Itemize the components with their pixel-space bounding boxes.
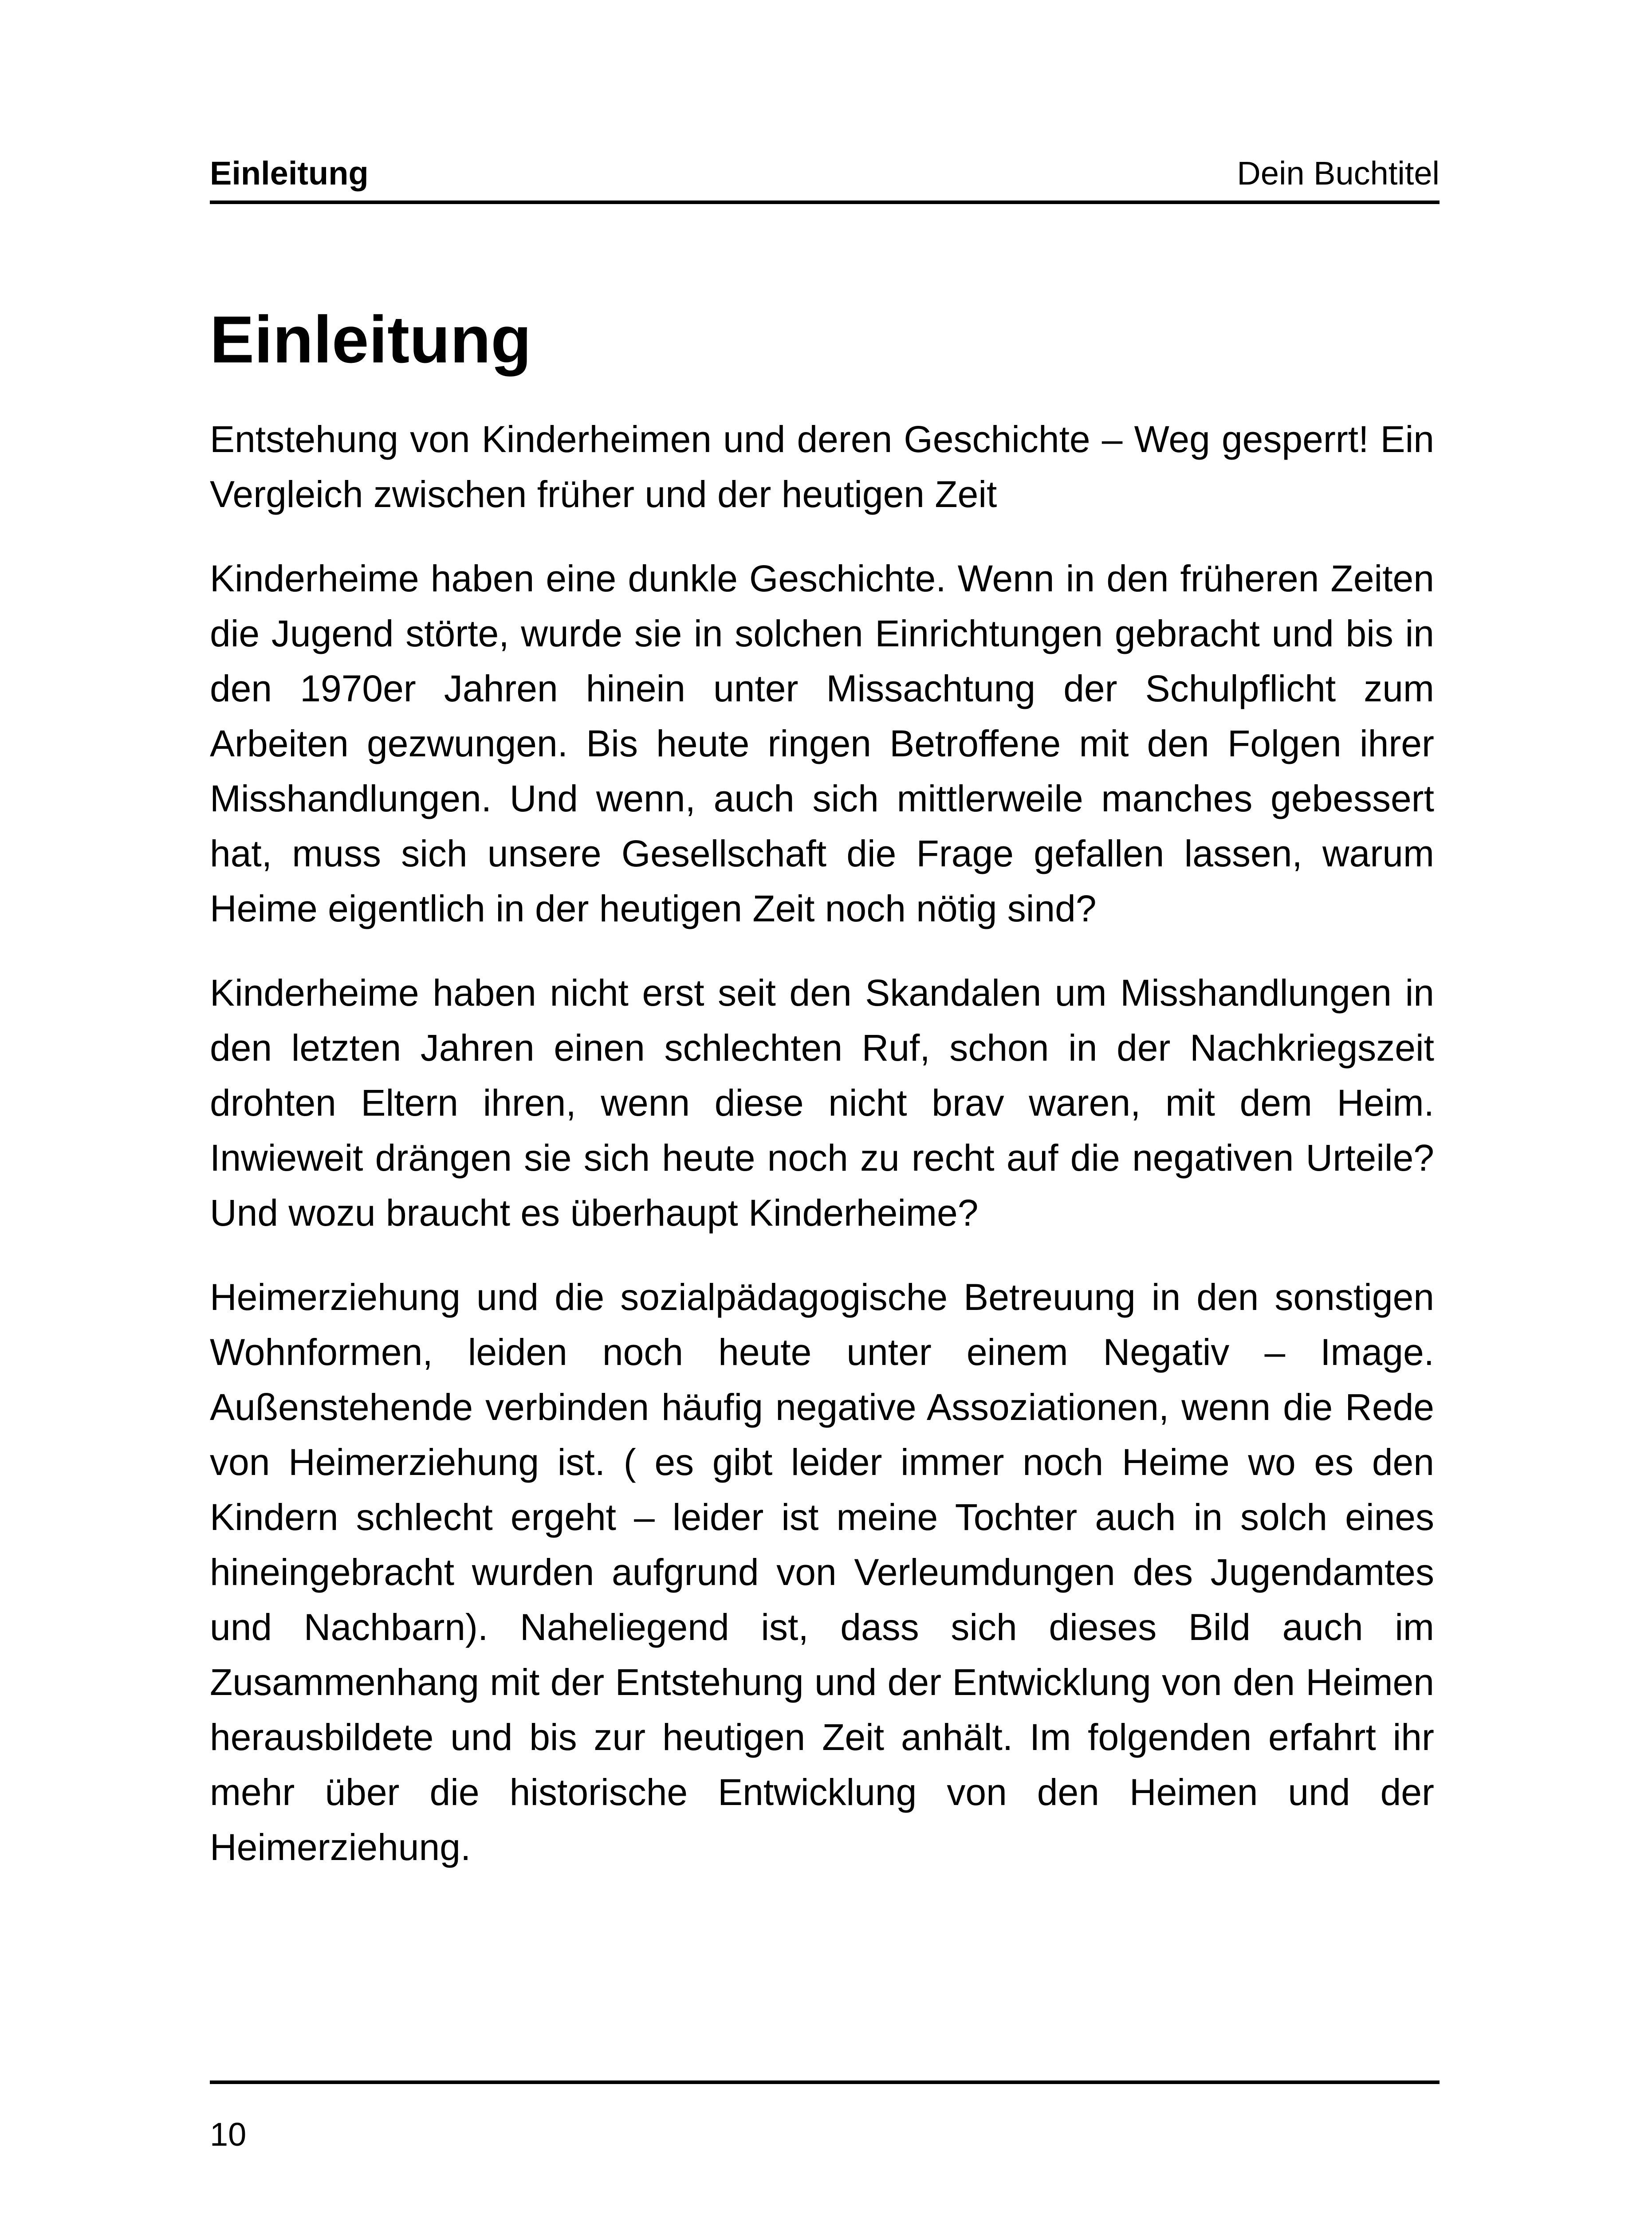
footer-rule: [210, 2080, 1440, 2084]
paragraph-subtitle: Entstehung von Kinderheimen und deren Geschichte – Weg gesperrt! Ein Vergleich zwischen früher und der heutigen Zeit: [210, 418, 1434, 515]
running-header-book-title: Dein Buchtitel: [1237, 155, 1440, 192]
body-text: [210, 412, 1434, 1904]
running-header-chapter: Einleitung: [210, 155, 369, 192]
chapter-title: Einleitung: [210, 302, 531, 377]
paragraph: Heimerziehung und die sozialpädagogische Betreuung in den sonstigen Wohnformen, leiden noch heute unter einem Negativ – Image. Außenstehende verbinden häufig negative Assoziationen, wenn die Rede von Heimerziehung ist. ( es gibt leider immer noch Heime wo es den Kindern schlecht ergeht – leider ist meine Tochter auch in solch eines hineingebracht wurden aufgrund von Verleumdungen des Jugendamtes und Nachbarn). Naheliegend ist, dass sich dieses Bild auch im Zusammenhang mit der Entstehung und der Entwicklung von den Heimen herausbildete und bis zur heutigen Zeit anhält. Im folgenden erfahrt ihr mehr über die historische Entwicklung von den Heimen und der Heimerziehung.: [210, 1276, 1434, 1868]
page-number: 10: [210, 2116, 247, 2153]
running-header: [210, 151, 1440, 204]
paragraph: Kinderheime haben nicht erst seit den Skandalen um Misshandlungen in den letzten Jahren einen schlechten Ruf, schon in der Nachkriegszeit drohten Eltern ihren, wenn diese nicht brav waren, mit dem Heim. Inwieweit drängen sie sich heute noch zu recht auf die negativen Urteile? Und wozu braucht es überhaupt Kinderheime?: [210, 972, 1434, 1234]
paragraph: Kinderheime haben eine dunkle Geschichte. Wenn in den früheren Zeiten die Jugend störte, wurde sie in solchen Einrichtungen gebracht und bis in den 1970er Jahren hinein unter Missachtung der Schulpflicht zum Arbeiten gezwungen. Bis heute ringen Betroffene mit den Folgen ihrer Misshandlungen. Und wenn, auch sich mittlerweile manches gebessert hat, muss sich unsere Gesellschaft die Frage gefallen lassen, warum Heime eigentlich in der heutigen Zeit noch nötig sind?: [210, 558, 1434, 929]
